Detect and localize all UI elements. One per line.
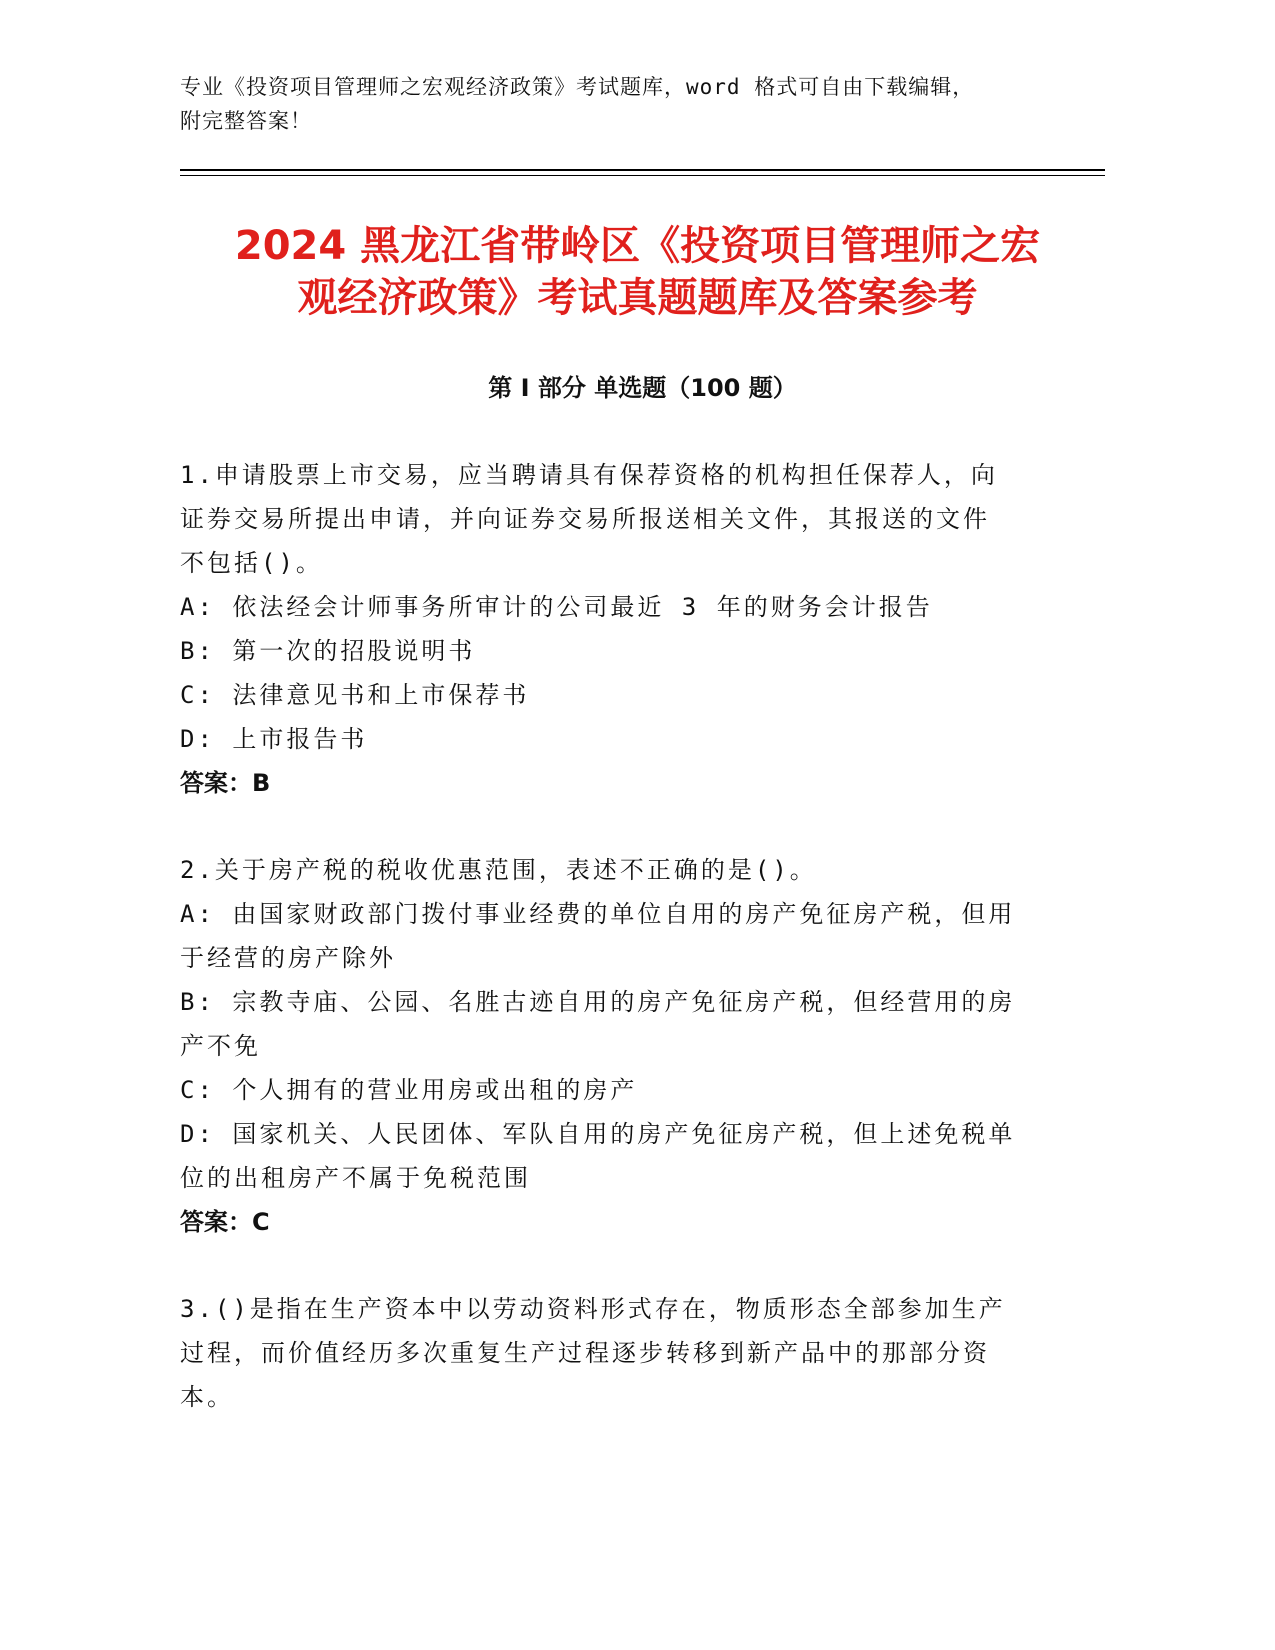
option-d: D: 上市报告书: [180, 725, 368, 753]
question-stem-line: 过程，而价值经历多次重复生产过程逐步转移到新产品中的那部分资: [180, 1339, 990, 1367]
question-stem-line: 证券交易所提出申请，并向证券交易所报送相关文件，其报送的文件: [180, 505, 990, 533]
option-b-continued: 产不免: [180, 1032, 261, 1060]
document-title-line-1: 2024 黑龙江省带岭区《投资项目管理师之宏: [234, 223, 1041, 269]
header-rule-thin: [180, 175, 1105, 176]
answer: 答案：B: [180, 769, 271, 797]
header-note-line-2: 附完整答案！: [180, 109, 312, 133]
option-d-continued: 位的出租房产不属于免税范围: [180, 1164, 531, 1192]
header-note-line-1: 专业《投资项目管理师之宏观经济政策》考试题库，word 格式可自由下载编辑，: [180, 75, 975, 99]
question-3: [180, 1287, 1040, 1419]
header-note: [180, 70, 1060, 138]
question-stem-line: 2.关于房产税的税收优惠范围，表述不正确的是()。: [180, 856, 817, 884]
header-rule-thick: [180, 169, 1105, 171]
question-stem-line: 不包括()。: [180, 549, 323, 577]
document-title-line-2: 观经济政策》考试真题题库及答案参考: [297, 275, 978, 321]
option-b: B: 宗教寺庙、公园、名胜古迹自用的房产免征房产税，但经营用的房: [180, 988, 1016, 1016]
option-b: B: 第一次的招股说明书: [180, 637, 476, 665]
answer: 答案：C: [180, 1208, 270, 1236]
question-list: [180, 453, 1040, 1462]
question-2: [180, 848, 1040, 1244]
question-stem-line: 本。: [180, 1383, 234, 1411]
option-a: A: 依法经会计师事务所审计的公司最近 3 年的财务会计报告: [180, 593, 933, 621]
question-1: [180, 453, 1040, 805]
question-stem-line: 3.()是指在生产资本中以劳动资料形式存在，物质形态全部参加生产: [180, 1295, 1006, 1323]
document-title: [150, 220, 1125, 324]
question-stem-line: 1.申请股票上市交易，应当聘请具有保荐资格的机构担任保荐人，向: [180, 461, 998, 489]
option-d: D: 国家机关、人民团体、军队自用的房产免征房产税，但上述免税单: [180, 1120, 1016, 1148]
section-heading: 第 I 部分 单选题（100 题）: [488, 374, 797, 402]
option-a-continued: 于经营的房产除外: [180, 944, 396, 972]
option-a: A: 由国家财政部门拨付事业经费的单位自用的房产免征房产税，但用: [180, 900, 1016, 928]
option-c: C: 个人拥有的营业用房或出租的房产: [180, 1076, 638, 1104]
option-c: C: 法律意见书和上市保荐书: [180, 681, 530, 709]
